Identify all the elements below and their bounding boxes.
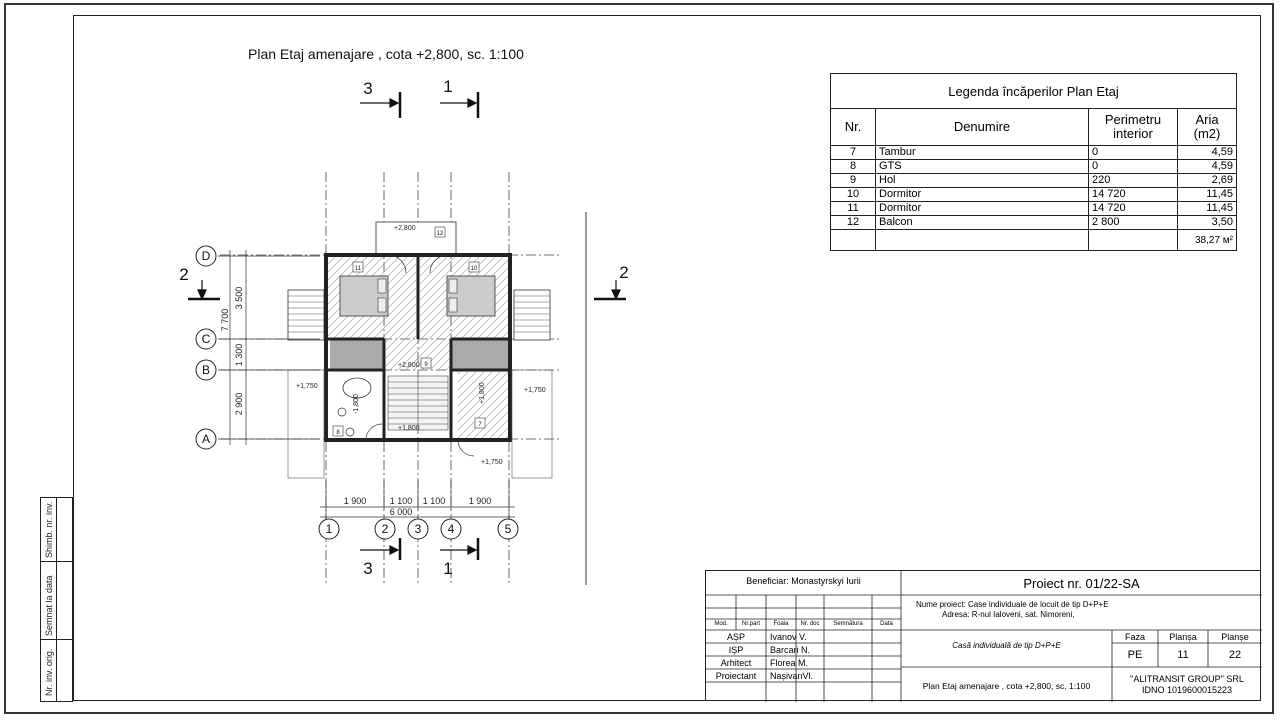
legend-col-perim: Perimetru interior <box>1089 109 1178 146</box>
dim-h-4: 1 900 <box>468 496 492 506</box>
section-mark-1-top: 1 <box>443 77 453 96</box>
name-asp: Ivanov V. <box>770 632 807 642</box>
side-cell: Nr. inv. orig. <box>44 648 54 696</box>
role-asp: AȘP <box>726 632 745 642</box>
axis-letter-b: B <box>201 363 211 377</box>
role-isp: IȘP <box>728 645 744 655</box>
plansa-value: 11 <box>1177 649 1189 661</box>
legend-col-name: Denumire <box>876 109 1089 146</box>
dim-v-total: 7 700 <box>220 308 230 332</box>
dim-h-2: 1 100 <box>389 496 413 506</box>
legend-col-nr: Nr. <box>831 109 876 146</box>
beneficiar: Beneficiar: Monastyrskyi Iurii <box>746 576 861 586</box>
dim-h-1: 1 900 <box>343 496 367 506</box>
room-tag: 7 <box>478 422 482 428</box>
object-name: Casă individuală de tip D+P+E <box>952 641 1061 650</box>
legend-total-row <box>831 230 1237 251</box>
project-number: Proiect nr. 01/22-SA <box>1023 576 1140 591</box>
room-legend-table <box>830 73 1237 251</box>
axis-number-5: 5 <box>504 522 512 536</box>
planse-value: 22 <box>1228 649 1242 661</box>
section-mark-3-top: 3 <box>363 79 373 98</box>
level-mark: +1,750 <box>524 387 546 394</box>
legend-title: Legenda încăperilor Plan Etaj <box>831 74 1237 109</box>
room-tag: 12 <box>436 231 444 237</box>
faza-label: Faza <box>1124 632 1145 642</box>
dim-v-2: 1 300 <box>234 343 244 367</box>
level-mark: +1,750 <box>481 459 503 466</box>
planse-label: Planșe <box>1221 632 1249 642</box>
axis-number-4: 4 <box>447 522 455 536</box>
room-tag: 10 <box>470 266 478 272</box>
name-proiectant: NașivanVl. <box>770 671 814 681</box>
level-mark: +1,800 <box>479 382 486 404</box>
axis-number-3: 3 <box>414 522 422 536</box>
legend-total: 38,27 м² <box>1178 230 1237 251</box>
hdr-nrpart: Nr.part <box>741 621 760 627</box>
legend-row: 12 Balcon 2 800 3,50 <box>831 216 1237 230</box>
room-tag: 9 <box>424 362 428 368</box>
plan-title: Plan Etaj amenajare , cota +2,800, sc. 1:100 <box>248 46 524 62</box>
company-idno: IDNO 1019600015223 <box>1141 685 1233 695</box>
role-arhitect: Arhitect <box>720 658 752 668</box>
hdr-mod: Mod. <box>714 621 728 627</box>
axis-letter-a: A <box>201 432 211 446</box>
side-cell: Shimb. nr. inv. <box>41 498 74 562</box>
section-mark-3-bottom: 3 <box>363 559 373 578</box>
title-block <box>705 570 1261 701</box>
axis-letter-c: C <box>201 332 211 346</box>
dim-v-1: 3 500 <box>234 286 244 310</box>
project-address: Adresa: R-nul Ialoveni, sat. Nimoreni, <box>942 610 1075 619</box>
dim-h-total: 6 000 <box>389 507 413 517</box>
legend-row: 7 Tambur 0 4,59 <box>831 146 1237 160</box>
hdr-data: Data <box>880 621 893 627</box>
project-name: Nume proiect: Case individuale de locuit de tip D+P+E <box>916 600 1109 609</box>
name-arhitect: Florea M. <box>770 658 809 668</box>
axis-number-2: 2 <box>381 522 389 536</box>
drawing-title: Plan Etaj amenajare , cota +2,800, sc. 1:100 <box>922 681 1091 691</box>
room-tag: 11 <box>354 266 362 272</box>
axis-letter-d: D <box>201 249 211 263</box>
section-mark-2-right: 2 <box>619 263 629 282</box>
side-stamp <box>40 497 73 702</box>
hdr-nrdoc: Nr. doc <box>800 621 820 627</box>
section-mark-2-left: 2 <box>179 265 189 284</box>
faza-value: PE <box>1127 649 1143 661</box>
legend-row: 9 Hol 220 2,69 <box>831 174 1237 188</box>
legend-row: 8 GTS 0 4,59 <box>831 160 1237 174</box>
side-cell: Semnat la data <box>41 562 74 640</box>
hdr-semnatura: Semnătura <box>833 621 863 627</box>
role-proiectant: Proiectant <box>715 671 757 681</box>
legend-row: 10 Dormitor 14 720 11,45 <box>831 188 1237 202</box>
level-mark: +2,800 <box>398 362 420 369</box>
name-isp: Barcari N. <box>770 645 811 655</box>
legend-col-area: Aria (m2) <box>1178 109 1237 146</box>
section-mark-1-bottom: 1 <box>443 559 453 578</box>
plansa-label: Planșa <box>1169 632 1197 642</box>
dim-h-3: 1 100 <box>422 496 446 506</box>
dim-v-3: 2 900 <box>234 392 244 416</box>
room-tag: 8 <box>336 430 340 436</box>
hdr-foaia: Foaia <box>773 621 789 627</box>
legend-row: 11 Dormitor 14 720 11,45 <box>831 202 1237 216</box>
axis-number-1: 1 <box>325 522 333 536</box>
level-mark: -1,800 <box>353 394 360 414</box>
company-name: "ALITRANSIT GROUP" SRL <box>1130 674 1244 684</box>
level-mark: +2,800 <box>394 225 416 232</box>
level-mark: +1,750 <box>296 383 318 390</box>
level-mark: +1,800 <box>398 425 420 432</box>
